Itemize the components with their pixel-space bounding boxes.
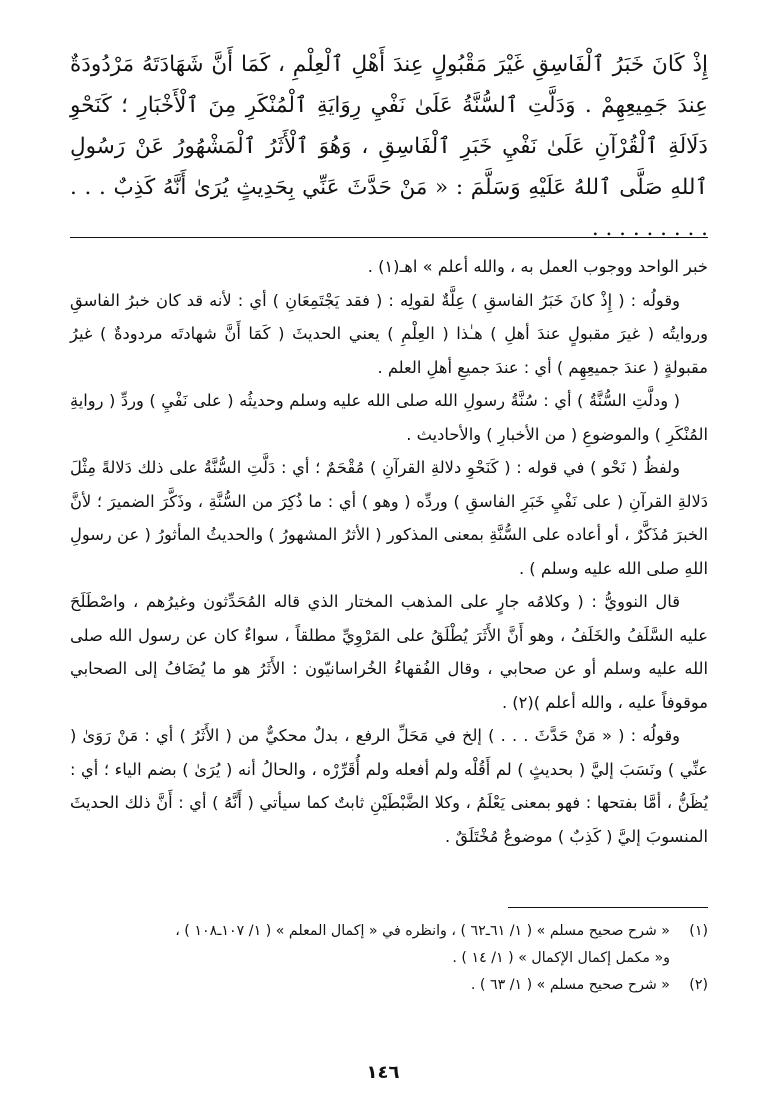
commentary bbox=[70, 250, 708, 853]
footnote-text: « شرح صحيح مسلم » ( ١/ ٦٣ ) . bbox=[470, 977, 670, 993]
commentary-paragraph: ولفظُ ( نَحْو ) في قوله : ( كَنَحْوِ دلالةِ القرآنِ ) مُقْحَمٌ ؛ أي : دَلَّتِ السُّنَّةُ على ذلك دَلالةً مِثْلَ دَلالةِ القرآنِ ( على نَفْيِ خَبَرِ الفاسقِ ) وردِّه ( وهو ) أي : ما ذُكِرَ من السُّنَّةِ ، وذَكَّرَ الضميرَ ؛ لأنَّ الخبرَ مُذَكَّرٌ ، أو أعاده على السُّنَّةِ بمعنى المذكور ( الأثرُ المشهورُ ) والحديثُ المأثورُ ( عن رسولِ اللهِ صلى الله عليه وسلم ) . bbox=[70, 458, 708, 578]
commentary-paragraph: ( ودلَّتِ السُّنَّةُ ) أي : سُنَّةُ رسولِ الله صلى الله عليه وسلم وحديثُه ( على نَفْيِ ) وردِّ ( روايةِ المُنْكَرِ ) والموضوعِ ( من الأخبارِ ) والأحاديث . bbox=[70, 391, 708, 444]
footnote-text: « شرح صحيح مسلم » ( ١/ ٦١ـ٦٢ ) ، وانظره في « إكمال المعلم » ( ١/ ١٠٧ـ١٠٨ ) ، bbox=[175, 923, 670, 939]
commentary-paragraph: وقولُه : ( إِذْ كانَ خَبَرُ الفاسقِ ) عِلَّةٌ لقولِه : ( فقد يَجْتَمِعَانِ ) أي : لأنه قد كان خبرُ الفاسقِ وروايتُه ( غيرَ مقبولٍ عندَ أهلِ ) هـٰذا ( العِلْمِ ) يعني الحديثَ ( كَمَا أَنَّ شهادتَه مردودةٌ ) غيرُ مقبولةٍ ( عندَ جميعِهِم ) أي : عندَ جميعِ أهلِ العلم . bbox=[70, 290, 708, 377]
footnote-continuation: و« مكمل إكمال الإكمال » ( ١/ ١٤ ) . bbox=[452, 950, 670, 966]
commentary-paragraph: وقولُه : ( « مَنْ حَدَّثَ . . . ) إلخ في مَحَلِّ الرفع ، بدلٌ محكيٌّ من ( الأَثَرُ ) أي : مَنْ رَوَىٰ ( عنِّي ) ونَسَبَ إليَّ ( بحديثٍ ) لم أَقُلْه ولم أفعله ولم أُقَرِّرْه ، والحالُ أنه ( يُرَىٰ ) بضم الياء ؛ أي : يُظَنُّ ، أمَّا بفتحها : فهو بمعنى يَعْلَمُ ، وكلا الضَّبْطَيْنِ ثابتٌ كما سيأتي ( أَنَّهُ ) أي : أَنَّ ذلك الحديثَ المنسوبَ إليَّ ( كَذِبٌ ) موضوعٌ مُخْتَلَقٌ . bbox=[70, 726, 708, 846]
commentary-paragraph: خبر الواحد ووجوب العمل به ، والله أعلم » اهـ(١) . bbox=[367, 257, 708, 276]
page-number: ١٤٦ bbox=[366, 1062, 400, 1083]
footnote bbox=[70, 918, 708, 945]
main-text bbox=[70, 44, 708, 249]
footnote-number: (٢) bbox=[689, 977, 708, 993]
main-text-paragraph: إِذْ كَانَ خَبَرُ ٱلْفَاسِقِ غَيْرَ مَقْبُولٍ عِندَ أَهْلِ ٱلْعِلْمِ ، كَمَا أَنَّ شَهَادَتَهُ مَرْدُودَةٌ عِندَ جَمِيعِهِمْ . وَدَلَّتِ ٱلسُّنَّةُ عَلَىٰ نَفْيِ رِوَايَةِ ٱلْمُنْكَرِ مِنَ ٱلْأَخْبَارِ ؛ كَنَحْوِ دَلَالَةِ ٱلْقُرْآنِ عَلَىٰ نَفْيِ خَبَرِ ٱلْفَاسِقِ ، وَهُوَ ٱلْأَثَرُ ٱلْمَشْهُورُ عَنْ رَسُولِ ٱللهِ صَلَّى ٱللهُ عَلَيْهِ وَسَلَّمَ : « مَنْ حَدَّثَ عَنِّي بِحَدِيثٍ يُرَىٰ أَنَّهُ كَذِبٌ . . . . . . . . . . . . bbox=[70, 52, 708, 241]
footnote-number: (١) bbox=[689, 923, 708, 939]
footnotes bbox=[70, 918, 708, 999]
section-divider bbox=[70, 237, 708, 238]
commentary-paragraph: قال النوويُّ : ( وكلامُه جارٍ على المذهب المختار الذي قاله المُحَدِّثون وغيرُهم ، واصْطَلَحَ عليه السَّلَفُ والخَلَفُ ، وهو أَنَّ الأَثَرَ يُطْلَقُ على المَرْوِيِّ مطلقاً ، سواءٌ كان عن رسول الله صلى الله عليه وسلم أو عن صحابي ، وقال الفُقهاءُ الخُراسانيّون : الأَثَرُ هو ما يُضَافُ إلى الصحابي موقوفاً عليه ، والله أعلم )(٢) . bbox=[70, 592, 708, 712]
footnote-divider bbox=[508, 907, 708, 908]
footnote bbox=[70, 972, 708, 999]
